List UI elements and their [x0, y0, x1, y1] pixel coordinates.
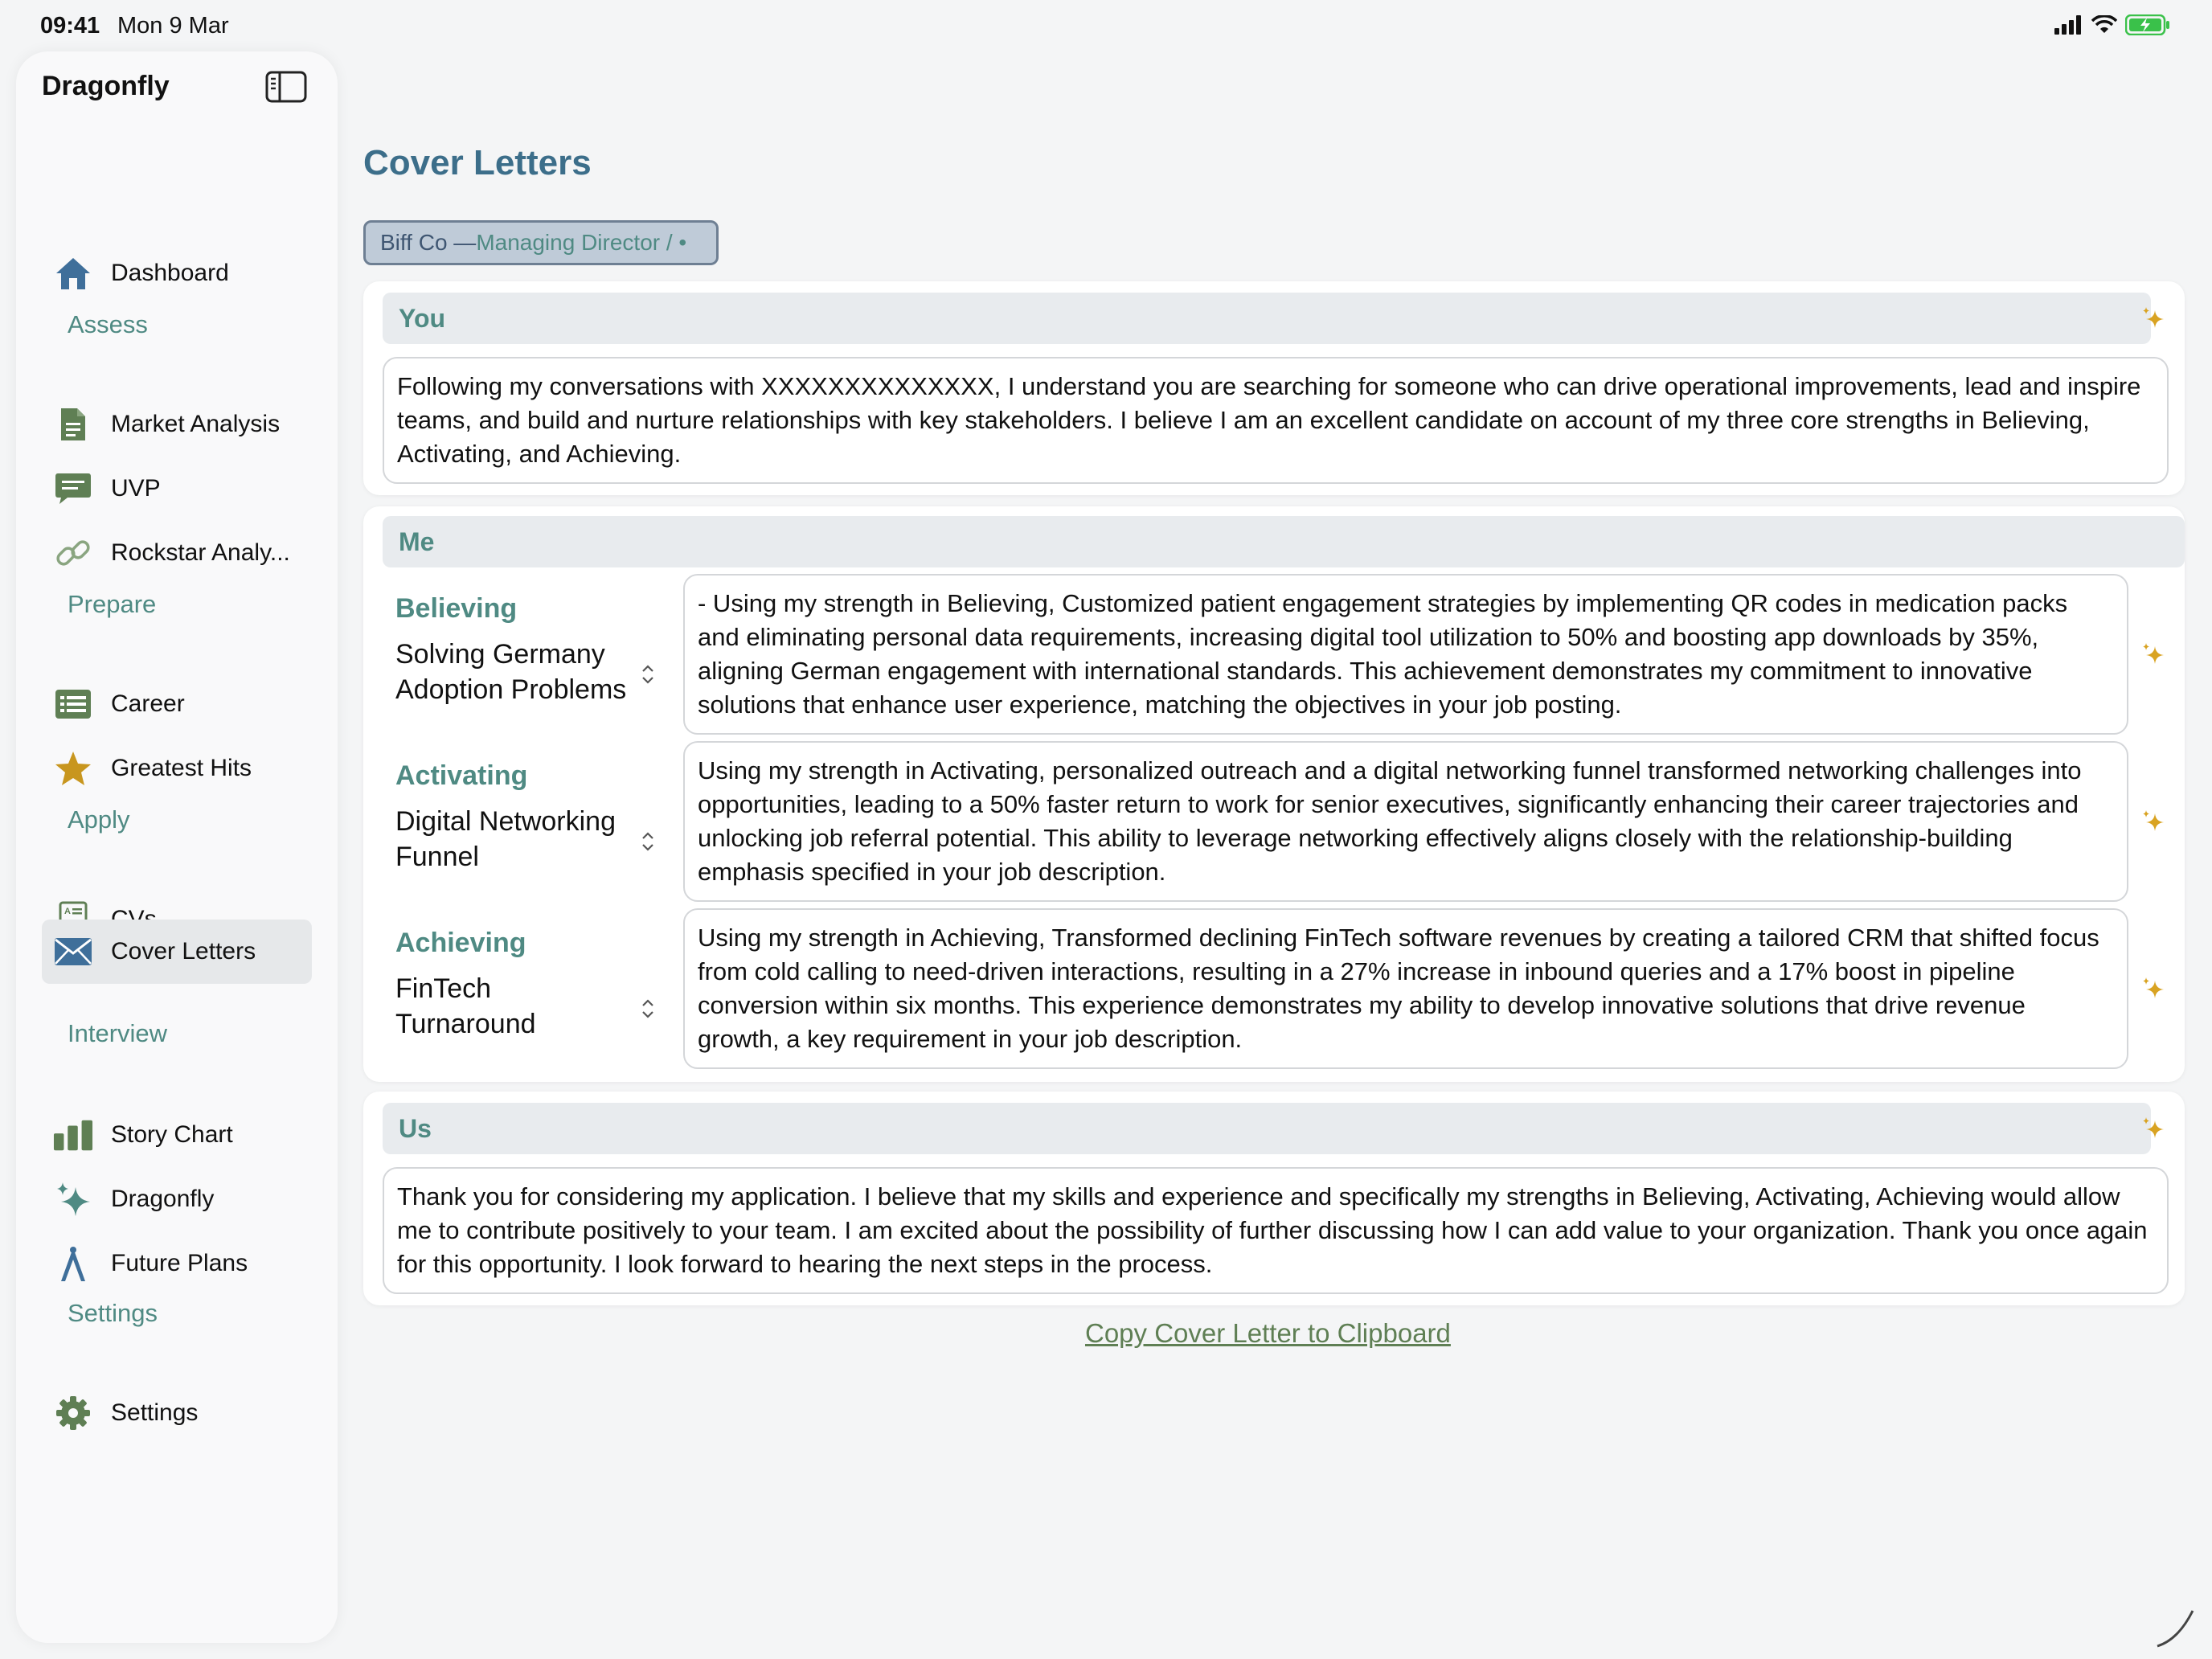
sparkle-icon[interactable] — [2140, 1116, 2167, 1143]
bar-chart-icon — [53, 1115, 93, 1155]
section-label-prepare: Prepare — [68, 590, 157, 618]
document-icon — [53, 404, 93, 444]
sidebar-toggle-icon[interactable] — [265, 71, 307, 103]
sidebar-item-market-analysis[interactable] — [42, 392, 312, 457]
sparkle-icon[interactable] — [2140, 976, 2167, 1003]
page-title: Cover Letters — [363, 143, 592, 182]
envelope-icon — [53, 932, 93, 972]
sidebar-item-label: Cover Letters — [111, 938, 256, 965]
believing-paragraph-field[interactable]: - Using my strength in Believing, Customized patient engagement strategies by implementing QR codes in medication packs and eliminating personal data requirements, increasing digital tool utilization to 50% and boosting app downloads by 35%, aligning German engagement with international standards. This achievement demonstrates my commitment to innovative solutions that enhance user experience, matching the objectives in your job posting. — [683, 574, 2128, 735]
sidebar-item-settings[interactable] — [42, 1381, 312, 1445]
star-icon — [53, 748, 93, 789]
sidebar-item-dashboard[interactable] — [42, 241, 312, 305]
me-card — [363, 506, 2185, 1082]
sidebar-item-label: Rockstar Analy... — [111, 539, 290, 566]
chevron-updown-icon[interactable] — [640, 662, 656, 686]
sparkle-icon[interactable] — [2140, 641, 2167, 669]
chevron-updown-icon[interactable] — [640, 997, 656, 1021]
section-label-apply: Apply — [68, 805, 130, 834]
story-picker-value[interactable]: Solving Germany Adoption Problems — [395, 639, 627, 705]
sidebar-item-label: Greatest Hits — [111, 755, 252, 781]
chip-role: Managing Director / • — [476, 230, 687, 255]
svg-text:A: A — [64, 907, 71, 916]
sidebar — [16, 51, 338, 1643]
chip-company: Biff Co — — [380, 230, 477, 255]
speech-bubble-icon — [53, 469, 93, 509]
sidebar-item-greatest-hits[interactable] — [42, 736, 312, 801]
us-card — [363, 1092, 2185, 1305]
section-label-interview: Interview — [68, 1019, 168, 1047]
us-paragraph-field[interactable]: Thank you for considering my application. I believe that my skills and experience and specifically my strengths in Believing, Activating, Achieving would allow me to contribute positively to your team. I am excited about the possibility of further discussing how I can add value to your organization. Thank you once again for this opportunity. I look forward to hearing the next steps in the process. — [383, 1167, 2169, 1294]
chevron-updown-icon[interactable] — [640, 830, 656, 854]
gear-icon — [53, 1393, 93, 1433]
sidebar-item-label: Market Analysis — [111, 411, 281, 437]
story-picker-value[interactable]: FinTech Turnaround — [395, 973, 536, 1039]
job-selector-chip[interactable] — [363, 220, 719, 265]
house-icon — [53, 253, 93, 293]
main-content — [363, 0, 2188, 1659]
app-title: Dragonfly — [42, 71, 170, 101]
story-picker-value[interactable]: Digital Networking Funnel — [395, 806, 616, 872]
sparkle-icon[interactable] — [2140, 809, 2167, 836]
sidebar-item-label: Dragonfly — [111, 1186, 215, 1212]
status-time: 09:41 — [40, 13, 100, 39]
sidebar-item-future-plans[interactable] — [42, 1231, 312, 1296]
activating-paragraph-field[interactable]: Using my strength in Activating, personalized outreach and a digital networking funnel transformed networking challenges into opportunities, leading to a 50% faster return to work for senior executives, significantly enhancing their career trajectories and unlocking job referral potential. This ability to leverage networking effectively aligns closely with the relationship-building emphasis specified in your job description. — [683, 741, 2128, 902]
us-section-header: Us — [383, 1103, 2151, 1154]
copy-cover-letter-link[interactable]: Copy Cover Letter to Clipboard — [1085, 1318, 1451, 1348]
section-label-settings: Settings — [68, 1299, 158, 1327]
section-label-assess: Assess — [68, 310, 148, 338]
sidebar-item-label: Dashboard — [111, 260, 229, 286]
resize-handle-icon[interactable] — [2154, 1608, 2196, 1649]
sidebar-item-label: Settings — [111, 1399, 199, 1426]
status-date: Mon 9 Mar — [117, 13, 229, 39]
sidebar-item-dragonfly[interactable] — [42, 1167, 312, 1231]
sidebar-item-career[interactable] — [42, 672, 312, 736]
list-icon — [53, 684, 93, 724]
compass-icon — [53, 1243, 93, 1284]
sidebar-item-story-chart[interactable] — [42, 1103, 312, 1167]
strength-name: Activating — [395, 760, 528, 791]
sidebar-item-label: UVP — [111, 475, 161, 502]
sidebar-item-label: Career — [111, 690, 185, 717]
sparkle-icon[interactable] — [2140, 305, 2167, 333]
achieving-paragraph-field[interactable]: Using my strength in Achieving, Transformed declining FinTech software revenues by creating a tailored CRM that shifted focus from cold calling to need-driven interactions, resulting in a 27% increase in inbound queries and a 17% boost in pipeline conversion within six months. This experience demonstrates my ability to develop innovative solutions that drive revenue growth, a key requirement in your job description. — [683, 908, 2128, 1069]
sidebar-item-label: Future Plans — [111, 1250, 248, 1276]
strength-name: Achieving — [395, 928, 526, 958]
link-icon — [53, 533, 93, 573]
you-paragraph-field[interactable]: Following my conversations with XXXXXXXXXXXXXX, I understand you are searching for someone who can drive operational improvements, lead and inspire teams, and build and nurture relationships with key stakeholders. I believe I am an excellent candidate on account of my three core strengths in Believing, Activating, and Achieving. — [383, 357, 2169, 484]
strength-name: Believing — [395, 593, 518, 624]
me-section-header: Me — [383, 516, 2185, 567]
sidebar-item-label: Story Chart — [111, 1121, 233, 1148]
sparkles-icon — [53, 1179, 93, 1219]
you-section-header: You — [383, 293, 2151, 344]
sidebar-item-rockstar-analysis[interactable] — [42, 521, 312, 585]
you-card — [363, 281, 2185, 495]
sidebar-item-cover-letters[interactable] — [42, 920, 312, 984]
sidebar-item-uvp[interactable] — [42, 457, 312, 521]
